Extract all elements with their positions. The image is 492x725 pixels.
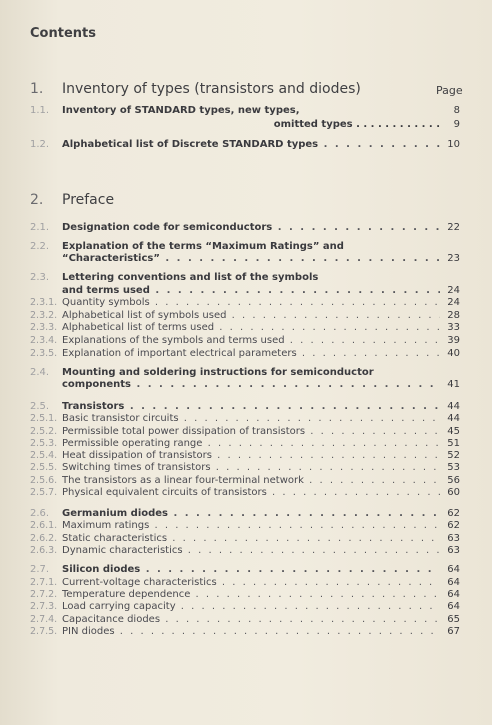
entry-title: “Characteristics” . . . [62,252,440,265]
entry-page-number: 22 [447,222,460,233]
toc-entry [30,378,460,392]
entry-title: Permissible total power dissipation of transistors . . . [62,425,440,438]
entry-page-number: 60 [447,487,460,498]
entry-title: Load carrying capacity . . . [62,600,440,613]
entry-number: 2.6.1. [30,520,58,531]
entry-title: components . . . [62,378,440,391]
entry-number: 2.5. [30,401,50,412]
entry-number: 2.5.1. [30,413,58,424]
toc-entry [30,334,460,348]
entry-page-number: 64 [447,577,460,588]
toc-entry [30,252,460,266]
entry-page-number: 45 [447,426,460,437]
entry-page-number: 39 [447,335,460,346]
entry-number: 2.2. [30,241,50,252]
toc-entry [30,271,460,285]
entry-page-number: 51 [447,438,460,449]
entry-title: Basic transistor circuits . . . [62,412,440,425]
page-column-header: Page [436,84,463,97]
entry-page-number: 64 [447,601,460,612]
entry-page-number: 63 [447,545,460,556]
entry-title: PIN diodes . . . [62,625,440,638]
entry-title: Germanium diodes . . . [62,507,440,520]
section-title: Inventory of types (transistors and diodes) [62,81,361,97]
toc-entry [30,347,460,361]
entry-page-number: 64 [447,564,460,575]
entry-number: 2.3.1. [30,297,58,308]
entry-title: Capacitance diodes . . . [62,613,440,626]
entry-title: Explanation of the terms “Maximum Ratings” and [62,241,344,252]
entry-number: 2.4. [30,367,50,378]
entry-number: 2.3.3. [30,322,58,333]
entry-title: Explanation of important electrical parameters . . . [62,347,440,360]
entry-number: 2.5.2. [30,426,58,437]
entry-title: Physical equivalent circuits of transistors . . . [62,486,440,499]
entry-number: 2.6.2. [30,533,58,544]
toc-entry [30,544,460,558]
entry-page-number: 44 [447,401,460,412]
toc-entry [30,625,460,639]
entry-page-number: 24 [447,297,460,308]
toc-entry [30,486,460,500]
entry-title: The transistors as a linear four-terminal network . . . [62,474,440,487]
entry-title: Temperature dependence . . . [62,588,440,601]
section-number: 2. [30,192,44,208]
entry-page-number: 28 [447,310,460,321]
toc-entry [30,118,460,132]
entry-number: 1.2. [30,139,50,150]
entry-title: Dynamic characteristics . . . [62,544,440,557]
entry-title: Static characteristics . . . [62,532,440,545]
entry-title: Switching times of transistors . . . [62,461,440,474]
toc-entry [30,563,460,577]
entry-number: 2.1. [30,222,50,233]
entry-page-number: 62 [447,520,460,531]
page-title: Contents [30,26,96,41]
entry-title: Quantity symbols . . . [62,296,440,309]
entry-page-number: 56 [447,475,460,486]
entry-page-number: 10 [447,139,460,150]
toc-entry [30,296,460,310]
entry-title: Alphabetical list of symbols used . . . [62,309,440,322]
entry-page-number: 23 [447,253,460,264]
section-title: Preface [62,192,115,208]
entry-number: 2.6.3. [30,545,58,556]
entry-title: Inventory of STANDARD types, new types, [62,105,300,116]
entry-number: 2.5.5. [30,462,58,473]
entry-number: 2.3. [30,272,50,283]
entry-page-number: 24 [447,285,460,296]
entry-page-number: 33 [447,322,460,333]
entry-title: Current-voltage characteristics . . . [62,576,440,589]
entry-number: 2.3.4. [30,335,58,346]
entry-title: Silicon diodes . . . [62,563,440,576]
entry-title: Alphabetical list of terms used . . . [62,321,440,334]
entry-number: 2.5.4. [30,450,58,461]
toc-entry [30,321,460,335]
entry-page-number: 65 [447,614,460,625]
toc-entry [30,412,460,426]
entry-number: 2.3.5. [30,348,58,359]
entry-number: 2.7.2. [30,589,58,600]
entry-title: Mounting and soldering instructions for semiconductor [62,367,374,378]
entry-title: Permissible operating range . . . [62,437,440,450]
entry-page-number: 52 [447,450,460,461]
entry-number: 2.7. [30,564,50,575]
toc-entry [30,461,460,475]
toc-entry [30,221,460,235]
entry-number: 1.1. [30,105,50,116]
entry-page-number: 44 [447,413,460,424]
entry-page-number: 64 [447,589,460,600]
entry-number: 2.7.4. [30,614,58,625]
entry-number: 2.6. [30,508,50,519]
entry-title: Transistors . . . [62,400,440,413]
section-number: 1. [30,81,44,97]
entry-title: Maximum ratings . . . [62,519,440,532]
entry-number: 2.3.2. [30,310,58,321]
entry-page-number: 67 [447,626,460,637]
toc-entry [30,138,460,152]
entry-page-number: 62 [447,508,460,519]
entry-number: 2.7.3. [30,601,58,612]
toc-entry [30,519,460,533]
entry-title: Alphabetical list of Discrete STANDARD types . . . [62,138,440,151]
entry-title: and terms used . . . [62,284,440,297]
entry-number: 2.7.5. [30,626,58,637]
toc-entry [30,600,460,614]
entry-number: 2.5.6. [30,475,58,486]
entry-title: Lettering conventions and list of the symbols [62,272,319,283]
entry-page-number: 9 [453,119,460,130]
entry-title: Designation code for semiconductors . . . [62,221,440,234]
entry-number: 2.5.7. [30,487,58,498]
entry-page-number: 41 [447,379,460,390]
entry-page-number: 40 [447,348,460,359]
toc-entry [30,104,460,118]
entry-page-number: 53 [447,462,460,473]
entry-title: Heat dissipation of transistors . . . [62,449,440,462]
entry-page-number: 8 [453,105,460,116]
entry-title: Explanations of the symbols and terms used . . . [62,334,440,347]
entry-page-number: 63 [447,533,460,544]
entry-title: omitted types . . . . . . . . . . . . [273,119,440,130]
entry-number: 2.7.1. [30,577,58,588]
entry-number: 2.5.3. [30,438,58,449]
